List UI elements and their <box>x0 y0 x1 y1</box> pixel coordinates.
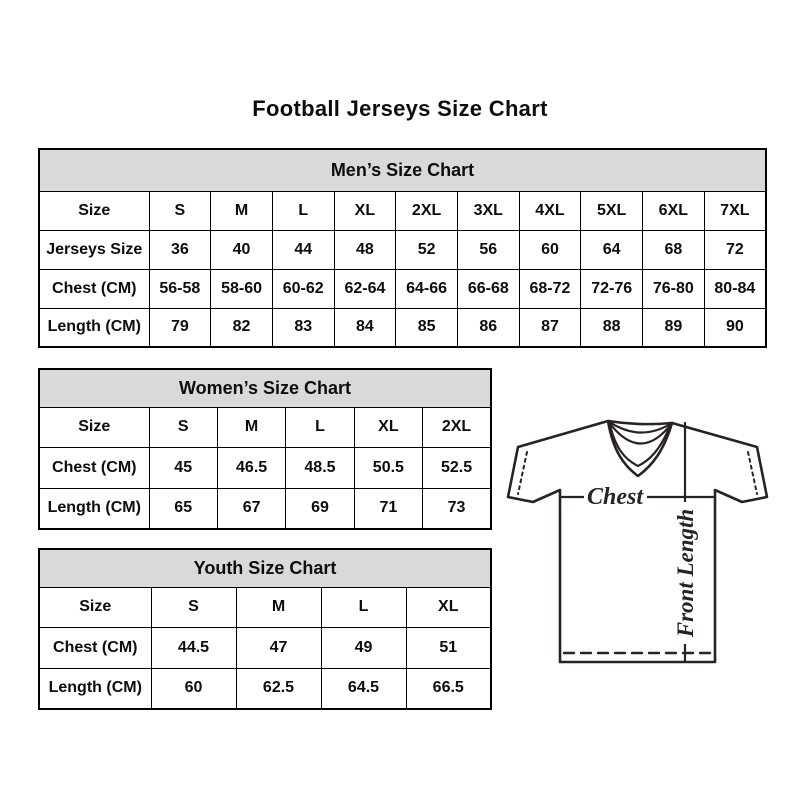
men-cell: 72 <box>704 230 766 269</box>
men-table-title-row <box>39 149 766 191</box>
men-cell: 83 <box>272 308 334 347</box>
women-cell: 65 <box>149 488 217 529</box>
men-cell: M <box>211 191 273 230</box>
men-cell: 2XL <box>396 191 458 230</box>
men-cell: 82 <box>211 308 273 347</box>
women-cell: 71 <box>354 488 422 529</box>
men-cell: 79 <box>149 308 211 347</box>
men-cell: 68-72 <box>519 269 581 308</box>
jersey-measurement-diagram <box>496 396 781 668</box>
men-cell: 56-58 <box>149 269 211 308</box>
women-cell: L <box>286 407 354 448</box>
men-cell: 48 <box>334 230 396 269</box>
men-cell: 36 <box>149 230 211 269</box>
youth-size-table <box>38 548 492 710</box>
women-row-label: Size <box>39 407 149 448</box>
women-row-label: Length (CM) <box>39 488 149 529</box>
youth-cell: M <box>236 587 321 628</box>
women-cell: 73 <box>423 488 491 529</box>
youth-cell: 47 <box>236 628 321 669</box>
women-cell: XL <box>354 407 422 448</box>
men-cell: 4XL <box>519 191 581 230</box>
men-cell: 52 <box>396 230 458 269</box>
youth-row-label: Length (CM) <box>39 668 151 709</box>
men-cell: 5XL <box>581 191 643 230</box>
men-cell: 62-64 <box>334 269 396 308</box>
women-cell: 52.5 <box>423 448 491 489</box>
men-cell: 40 <box>211 230 273 269</box>
men-row-label: Size <box>39 191 149 230</box>
men-table-row-0 <box>39 191 766 230</box>
page-title: Football Jerseys Size Chart <box>252 96 548 121</box>
women-row-label: Chest (CM) <box>39 448 149 489</box>
men-cell: 58-60 <box>211 269 273 308</box>
women-cell: 45 <box>149 448 217 489</box>
women-chart-title: Women’s Size Chart <box>39 369 491 407</box>
men-cell: 88 <box>581 308 643 347</box>
men-row-label: Chest (CM) <box>39 269 149 308</box>
women-table-row-1 <box>39 448 491 489</box>
men-row-label: Jerseys Size <box>39 230 149 269</box>
women-cell: 67 <box>217 488 285 529</box>
men-cell: S <box>149 191 211 230</box>
jersey-outline-shape <box>508 421 767 662</box>
women-table-title-row <box>39 369 491 407</box>
youth-cell: 49 <box>321 628 406 669</box>
youth-row-label: Size <box>39 587 151 628</box>
women-cell: S <box>149 407 217 448</box>
youth-table-row-0 <box>39 587 491 628</box>
men-cell: 90 <box>704 308 766 347</box>
youth-cell: 66.5 <box>406 668 491 709</box>
men-cell: 89 <box>643 308 705 347</box>
men-cell: 85 <box>396 308 458 347</box>
youth-table-row-2 <box>39 668 491 709</box>
men-cell: 64-66 <box>396 269 458 308</box>
women-cell: 50.5 <box>354 448 422 489</box>
chest-label: Chest <box>586 484 644 510</box>
men-table-row-1 <box>39 230 766 269</box>
women-cell: 69 <box>286 488 354 529</box>
men-table-row-2 <box>39 269 766 308</box>
women-cell: 2XL <box>423 407 491 448</box>
men-cell: 3XL <box>457 191 519 230</box>
men-cell: 87 <box>519 308 581 347</box>
men-cell: XL <box>334 191 396 230</box>
youth-table-row-1 <box>39 628 491 669</box>
youth-table-title-row <box>39 549 491 587</box>
men-table-row-3 <box>39 308 766 347</box>
men-cell: 6XL <box>643 191 705 230</box>
youth-cell: 64.5 <box>321 668 406 709</box>
youth-chart-title: Youth Size Chart <box>39 549 491 587</box>
men-cell: 84 <box>334 308 396 347</box>
men-chart-title: Men’s Size Chart <box>39 149 766 191</box>
youth-cell: S <box>151 587 236 628</box>
men-cell: 80-84 <box>704 269 766 308</box>
women-table-row-2 <box>39 488 491 529</box>
men-cell: 72-76 <box>581 269 643 308</box>
youth-row-label: Chest (CM) <box>39 628 151 669</box>
women-cell: 46.5 <box>217 448 285 489</box>
youth-cell: 51 <box>406 628 491 669</box>
men-cell: 64 <box>581 230 643 269</box>
mens-size-table <box>38 148 767 348</box>
front-length-label: Front Length <box>673 508 698 638</box>
women-table-row-0 <box>39 407 491 448</box>
men-cell: 86 <box>457 308 519 347</box>
men-cell: 68 <box>643 230 705 269</box>
youth-cell: 44.5 <box>151 628 236 669</box>
men-cell: 7XL <box>704 191 766 230</box>
men-cell: 60 <box>519 230 581 269</box>
women-cell: 48.5 <box>286 448 354 489</box>
men-cell: 56 <box>457 230 519 269</box>
youth-cell: 60 <box>151 668 236 709</box>
youth-cell: XL <box>406 587 491 628</box>
womens-size-table <box>38 368 492 530</box>
men-cell: 66-68 <box>457 269 519 308</box>
men-row-label: Length (CM) <box>39 308 149 347</box>
youth-cell: 62.5 <box>236 668 321 709</box>
men-cell: 44 <box>272 230 334 269</box>
men-cell: 60-62 <box>272 269 334 308</box>
men-cell: L <box>272 191 334 230</box>
men-cell: 76-80 <box>643 269 705 308</box>
youth-cell: L <box>321 587 406 628</box>
women-cell: M <box>217 407 285 448</box>
